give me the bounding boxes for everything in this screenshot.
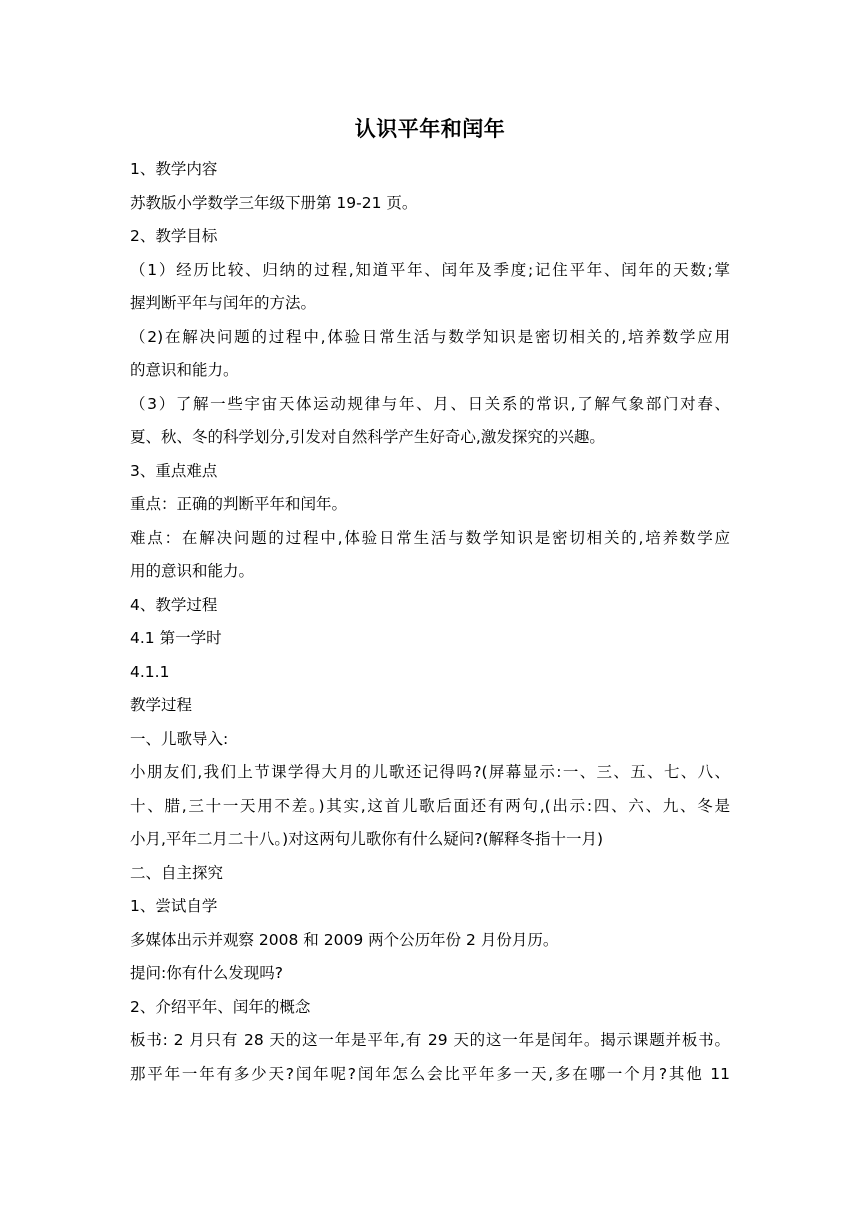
text-line: （3）了解一些宇宙天体运动规律与年、月、日关系的常识,了解气象部门对春、 [130,394,730,413]
text-line: 提问:你有什么发现吗? [130,964,283,982]
text-line: 教学过程 [130,696,193,714]
text-line: 2、教学目标 [130,227,218,245]
text-line: 难点：在解决问题的过程中,体验日常生活与数学知识是密切相关的,培养数学应 [130,528,730,547]
text-line: 重点：正确的判断平年和闰年。 [130,495,348,513]
document-title: 认识平年和闰年 [354,117,506,141]
text-line: 3、重点难点 [130,461,218,480]
text-line: 苏教版小学数学三年级下册第 19-21 页。 [130,193,418,212]
text-line: 一、儿歌导入: [130,729,229,748]
text-line: 夏、秋、冬的科学划分,引发对自然科学产生好奇心,激发探究的兴趣。 [130,428,605,446]
text-line: 二、自主探究 [130,863,224,882]
text-line: 4.1.1 [130,662,170,681]
text-line: 小月,平年二月二十八。)对这两句儿歌你有什么疑问?(解释冬指十一月) [130,830,604,848]
text-line: 那平年一年有多少天?闰年呢?闰年怎么会比平年多一天,多在哪一个月?其他 11 [130,1064,730,1083]
text-line: 板书: 2 月只有 28 天的这一年是平年,有 29 天的这一年是闰年。揭示课题并板书。 [130,1031,730,1049]
text-line: 2、介绍平年、闰年的概念 [130,997,311,1016]
text-line: 小朋友们,我们上节课学得大月的儿歌还记得吗?(屏幕显示:一、三、五、七、八、 [130,763,730,781]
text-line: 多媒体出示并观察 2008 和 2009 两个公历年份 2 月份月历。 [130,930,559,949]
text-line: 十、腊,三十一天用不差。)其实,这首儿歌后面还有两句,(出示:四、六、九、冬是 [130,796,730,815]
text-line: 1、教学内容 [130,160,218,178]
text-line: 4.1 第一学时 [130,629,222,647]
text-line: 1、尝试自学 [130,897,218,915]
text-line: 握判断平年与闰年的方法。 [130,294,317,312]
text-line: 的意识和能力。 [130,361,239,379]
document-body [130,153,730,1091]
text-line: 用的意识和能力。 [130,562,255,580]
text-line: （2)在解决问题的过程中,体验日常生活与数学知识是密切相关的,培养数学应用 [130,327,730,346]
text-line: （1）经历比较、归纳的过程,知道平年、闰年及季度;记住平年、闰年的天数;掌 [130,260,730,279]
text-line: 4、教学过程 [130,595,218,614]
